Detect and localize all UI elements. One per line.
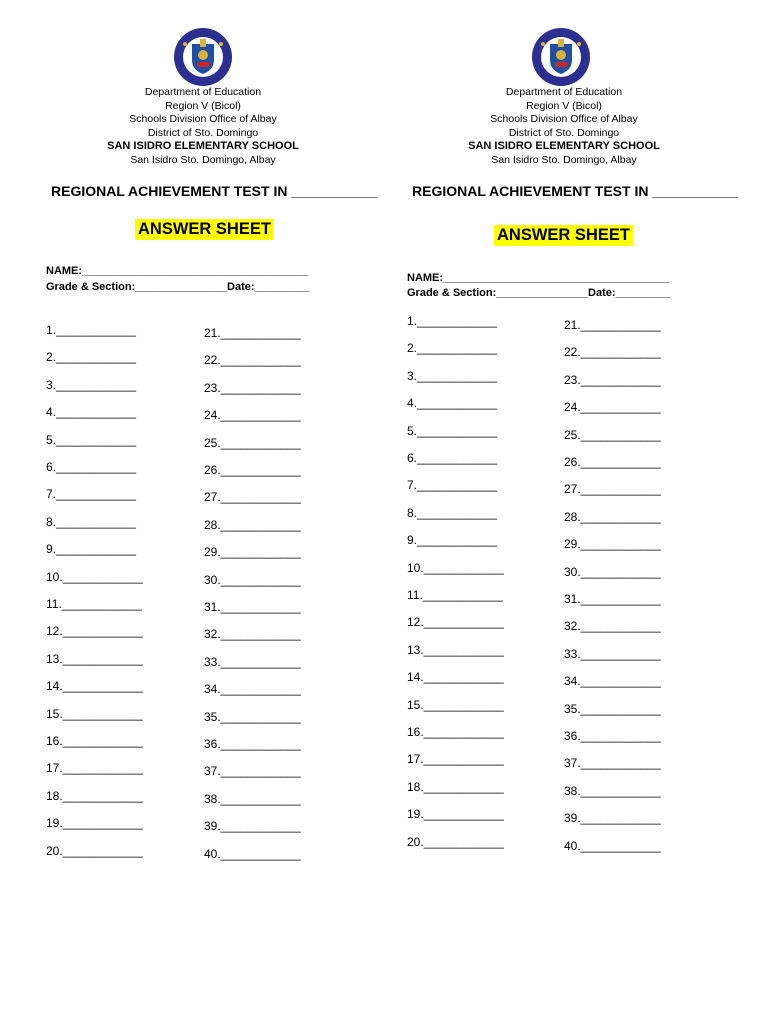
answer-item-20: 20.____________: [407, 834, 504, 849]
answer-sheet-right: [384, 0, 744, 1024]
answer-item-40: 40.____________: [204, 846, 301, 861]
answer-item-33: 33.____________: [564, 646, 661, 661]
answer-item-18: 18.____________: [407, 779, 504, 794]
school-name: SAN ISIDRO ELEMENTARY SCHOOL: [107, 140, 299, 153]
answer-item-13: 13.____________: [46, 651, 143, 666]
school-header: [384, 86, 744, 168]
answer-item-5: 5.____________: [407, 423, 498, 438]
answer-item-39: 39.____________: [204, 819, 301, 834]
answer-item-40: 40.____________: [564, 838, 661, 853]
answer-item-9: 9.____________: [46, 542, 137, 557]
answer-item-3: 3.____________: [407, 368, 498, 383]
answer-item-31: 31.____________: [204, 600, 301, 614]
header-line-4: District of Sto. Domingo: [147, 126, 259, 139]
deped-seal-logo: [167, 26, 239, 88]
answer-item-23: 23.____________: [204, 380, 301, 395]
answer-item-2: 2.____________: [46, 350, 137, 365]
answer-item-3: 3.____________: [46, 377, 137, 392]
answer-item-31: 31.____________: [564, 592, 661, 606]
answer-item-29: 29.____________: [564, 537, 661, 552]
answer-item-1: 1.____________: [46, 323, 137, 337]
answer-item-16: 16.____________: [407, 725, 504, 739]
header-line-1: Department of Education: [505, 86, 623, 98]
answer-item-27: 27.____________: [564, 482, 661, 497]
answer-item-20: 20.____________: [46, 843, 143, 858]
name-field: NAME:_____________________________________: [46, 265, 309, 277]
answer-item-13: 13.____________: [407, 642, 504, 657]
header-line-4: District of Sto. Domingo: [508, 126, 620, 139]
answer-item-36: 36.____________: [204, 737, 301, 751]
answer-item-2: 2.____________: [407, 341, 498, 356]
answer-item-6: 6.____________: [46, 460, 137, 474]
answer-item-34: 34.____________: [204, 682, 301, 697]
answer-item-17: 17.____________: [46, 761, 143, 776]
name-field: NAME:_____________________________________: [407, 272, 670, 284]
answer-item-29: 29.____________: [204, 545, 301, 560]
answer-item-30: 30.____________: [564, 564, 661, 579]
answer-item-39: 39.____________: [564, 811, 661, 826]
answer-item-32: 32.____________: [564, 619, 661, 634]
answer-item-38: 38.____________: [564, 783, 661, 798]
answer-item-10: 10.____________: [46, 569, 143, 584]
answer-item-12: 12.____________: [407, 615, 504, 630]
deped-seal-logo: [525, 26, 597, 88]
answer-item-8: 8.____________: [46, 514, 137, 529]
answer-item-8: 8.____________: [407, 505, 498, 520]
header-line-3: Schools Division Office of Albay: [129, 113, 277, 126]
answer-item-26: 26.____________: [204, 463, 301, 477]
answer-item-22: 22.____________: [564, 345, 661, 360]
answer-item-4: 4.____________: [407, 396, 498, 411]
answer-item-22: 22.____________: [204, 353, 301, 368]
answer-item-19: 19.____________: [46, 816, 143, 831]
answer-item-16: 16.____________: [46, 734, 143, 748]
grade-section-date-field: Grade & Section:_______________Date:_________: [46, 281, 310, 293]
answer-item-19: 19.____________: [407, 807, 504, 822]
answer-item-17: 17.____________: [407, 752, 504, 767]
answer-item-25: 25.____________: [204, 435, 301, 450]
answer-item-14: 14.____________: [46, 679, 143, 694]
answer-item-12: 12.____________: [46, 624, 143, 639]
answer-item-37: 37.____________: [564, 756, 661, 771]
answer-item-26: 26.____________: [564, 455, 661, 469]
answer-item-23: 23.____________: [564, 372, 661, 387]
answer-sheet-title: ANSWER SHEET: [494, 225, 633, 246]
answer-item-38: 38.____________: [204, 791, 301, 806]
answer-item-33: 33.____________: [204, 654, 301, 669]
answer-item-5: 5.____________: [46, 432, 137, 447]
answer-item-28: 28.____________: [204, 517, 301, 532]
answer-item-35: 35.____________: [564, 701, 661, 716]
answer-item-24: 24.____________: [564, 400, 661, 415]
answer-item-9: 9.____________: [407, 533, 498, 548]
answer-item-25: 25.____________: [564, 427, 661, 442]
answer-item-28: 28.____________: [564, 509, 661, 524]
header-line-2: Region V (Bicol): [165, 99, 241, 112]
header-line-2: Region V (Bicol): [526, 99, 602, 112]
header-line-1: Department of Education: [144, 86, 262, 98]
school-address: San Isidro Sto. Domingo, Albay: [491, 153, 637, 166]
answer-item-14: 14.____________: [407, 670, 504, 685]
answer-item-27: 27.____________: [204, 490, 301, 505]
answer-item-35: 35.____________: [204, 709, 301, 724]
answer-item-18: 18.____________: [46, 788, 143, 803]
header-line-3: Schools Division Office of Albay: [490, 113, 638, 126]
school-header: [23, 86, 383, 168]
answer-item-21: 21.____________: [204, 326, 301, 340]
answer-item-7: 7.____________: [407, 478, 498, 493]
answer-item-37: 37.____________: [204, 764, 301, 779]
answer-item-32: 32.____________: [204, 627, 301, 642]
answer-item-30: 30.____________: [204, 572, 301, 587]
answer-item-11: 11.____________: [46, 597, 142, 611]
test-title: REGIONAL ACHIEVEMENT TEST IN ___________: [412, 183, 738, 199]
answer-item-6: 6.____________: [407, 451, 498, 465]
answer-item-15: 15.____________: [46, 706, 143, 721]
answer-item-24: 24.____________: [204, 408, 301, 423]
answer-item-21: 21.____________: [564, 318, 661, 332]
answer-sheet-title: ANSWER SHEET: [135, 219, 274, 240]
answer-item-34: 34.____________: [564, 674, 661, 689]
test-title: REGIONAL ACHIEVEMENT TEST IN ___________: [51, 183, 377, 199]
answer-item-15: 15.____________: [407, 697, 504, 712]
answer-item-1: 1.____________: [407, 314, 498, 328]
answer-item-7: 7.____________: [46, 487, 137, 502]
school-name: SAN ISIDRO ELEMENTARY SCHOOL: [468, 140, 660, 153]
answer-item-10: 10.____________: [407, 560, 504, 575]
school-address: San Isidro Sto. Domingo, Albay: [130, 153, 276, 166]
answer-item-36: 36.____________: [564, 729, 661, 743]
answer-sheet-left: [23, 0, 383, 1024]
grade-section-date-field: Grade & Section:_______________Date:_________: [407, 287, 671, 299]
answer-item-4: 4.____________: [46, 405, 137, 420]
answer-item-11: 11.____________: [407, 588, 503, 602]
